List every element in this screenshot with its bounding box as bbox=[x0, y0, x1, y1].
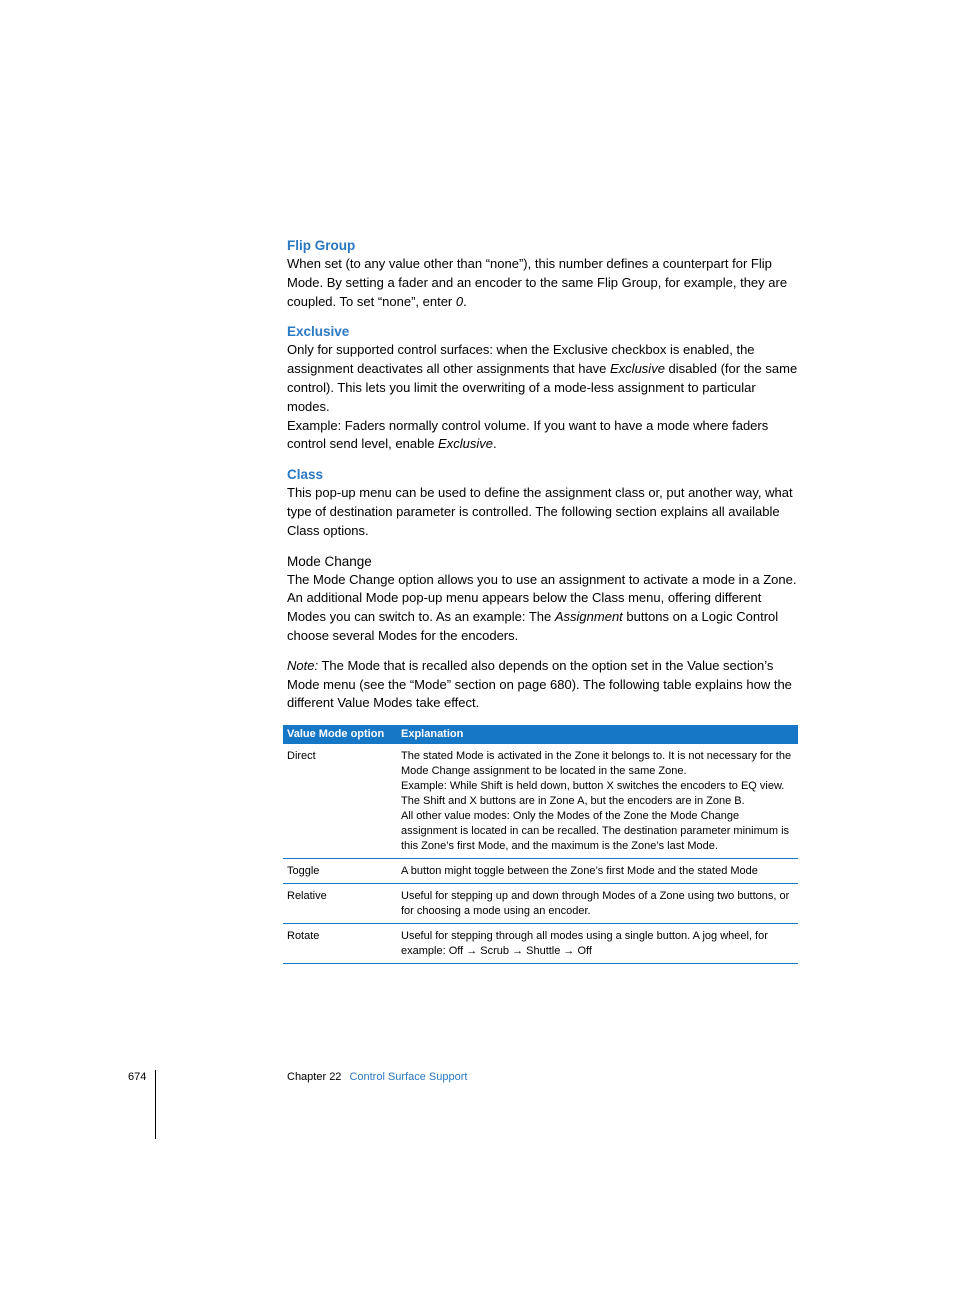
exclusive-text-a bbox=[287, 341, 799, 416]
page-content bbox=[287, 236, 799, 713]
table-row bbox=[283, 744, 798, 859]
table-cell-option: Direct bbox=[283, 744, 397, 859]
exclusive-text-a-main: Only for supported control surfaces: when the Exclusive checkbox is enabled, the assignment deactivates all other assignments that have bbox=[287, 342, 755, 377]
explanation-line: All other value modes: Only the Modes of the Zone the Mode Change assignment is located in can be recalled. The destination parameter minimum is this Zone’s first Mode, and the maximum is the Zone’s last Mode. bbox=[401, 810, 790, 852]
page-number: 674 bbox=[128, 1071, 147, 1083]
table-cell-option: Toggle bbox=[283, 859, 397, 884]
flip-group-text bbox=[287, 255, 799, 311]
chapter-label: Chapter 22 bbox=[287, 1071, 342, 1083]
value-mode-table bbox=[283, 725, 798, 964]
mode-change-text-main: The Mode Change option allows you to use an assignment to activate a mode in a Zone. An additional Mode pop-up menu appears below the Class menu, offering different Modes you can switch to. As an example: The bbox=[287, 571, 797, 625]
note-text bbox=[287, 657, 799, 713]
note-body: The Mode that is recalled also depends on the option set in the Value section’s Mode menu (see the “Mode” section on page 680). The following table explains how the different Value Modes take effect. bbox=[287, 657, 792, 711]
chapter-title: Control Surface Support bbox=[349, 1071, 468, 1083]
explanation-line: Useful for stepping through all modes using a single button. A jog wheel, for example: Off → Scrub → Shuttle → Off bbox=[401, 930, 768, 957]
mode-change-heading: Mode Change bbox=[287, 553, 372, 569]
exclusive-text-b bbox=[287, 417, 799, 455]
flip-group-text-main: When set (to any value other than “none”), this number defines a counterpart for Flip Mode. By setting a fader and an encoder to the same Flip Group, for example, they are coupled. To set “none”, enter bbox=[287, 256, 788, 309]
table-cell-option: Relative bbox=[283, 884, 397, 924]
table-header-option: Value Mode option bbox=[283, 725, 397, 744]
table-row bbox=[283, 859, 798, 884]
flip-group-text-em: 0 bbox=[455, 293, 464, 309]
mode-change-text-em: Assignment bbox=[554, 609, 623, 625]
exclusive-text-a-end: disabled (for the same control). This lets you limit the overwriting of a mode-less assignment to particular modes. bbox=[287, 361, 798, 414]
explanation-line: A button might toggle between the Zone’s first Mode and the stated Mode bbox=[401, 865, 758, 877]
table-cell-explanation bbox=[397, 744, 798, 859]
table-row bbox=[283, 884, 798, 924]
mode-change-text bbox=[287, 571, 799, 646]
table-cell-explanation bbox=[397, 884, 798, 924]
chapter-footer bbox=[287, 1071, 467, 1083]
flip-group-text-end: . bbox=[463, 293, 467, 309]
exclusive-text-b-em: Exclusive bbox=[438, 436, 493, 452]
class-text: This pop-up menu can be used to define the assignment class or, put another way, what type of destination parameter is controlled. The following section explains all available Class options. bbox=[287, 485, 793, 538]
table-cell-explanation bbox=[397, 859, 798, 884]
table-cell-explanation bbox=[397, 924, 798, 964]
flip-group-heading: Flip Group bbox=[287, 238, 356, 253]
explanation-line: Useful for stepping up and down through Modes of a Zone using two buttons, or for choosing a mode using an encoder. bbox=[401, 890, 790, 917]
table-header-explanation: Explanation bbox=[397, 725, 798, 744]
explanation-line: The stated Mode is activated in the Zone it belongs to. It is not necessary for the Mode Change assignment to be located in the same Zone. bbox=[401, 750, 792, 777]
note-label: Note: bbox=[287, 657, 319, 673]
explanation-line: Example: While Shift is held down, button X switches the encoders to EQ view. The Shift and X buttons are in Zone A, but the encoders are in Zone B. bbox=[401, 780, 785, 807]
mode-change-text-end: buttons on a Logic Control choose several Modes for the encoders. bbox=[287, 609, 779, 643]
footer-divider bbox=[155, 1070, 156, 1139]
exclusive-text-b-end: . bbox=[492, 436, 497, 452]
exclusive-text-b-main: Example: Faders normally control volume. If you want to have a mode where faders control send level, enable bbox=[287, 417, 769, 452]
class-heading: Class bbox=[287, 467, 324, 483]
exclusive-text-a-em: Exclusive bbox=[610, 361, 665, 377]
table-cell-option: Rotate bbox=[283, 924, 397, 964]
table-header-row bbox=[283, 725, 798, 744]
table-row bbox=[283, 924, 798, 964]
exclusive-heading: Exclusive bbox=[287, 324, 350, 340]
